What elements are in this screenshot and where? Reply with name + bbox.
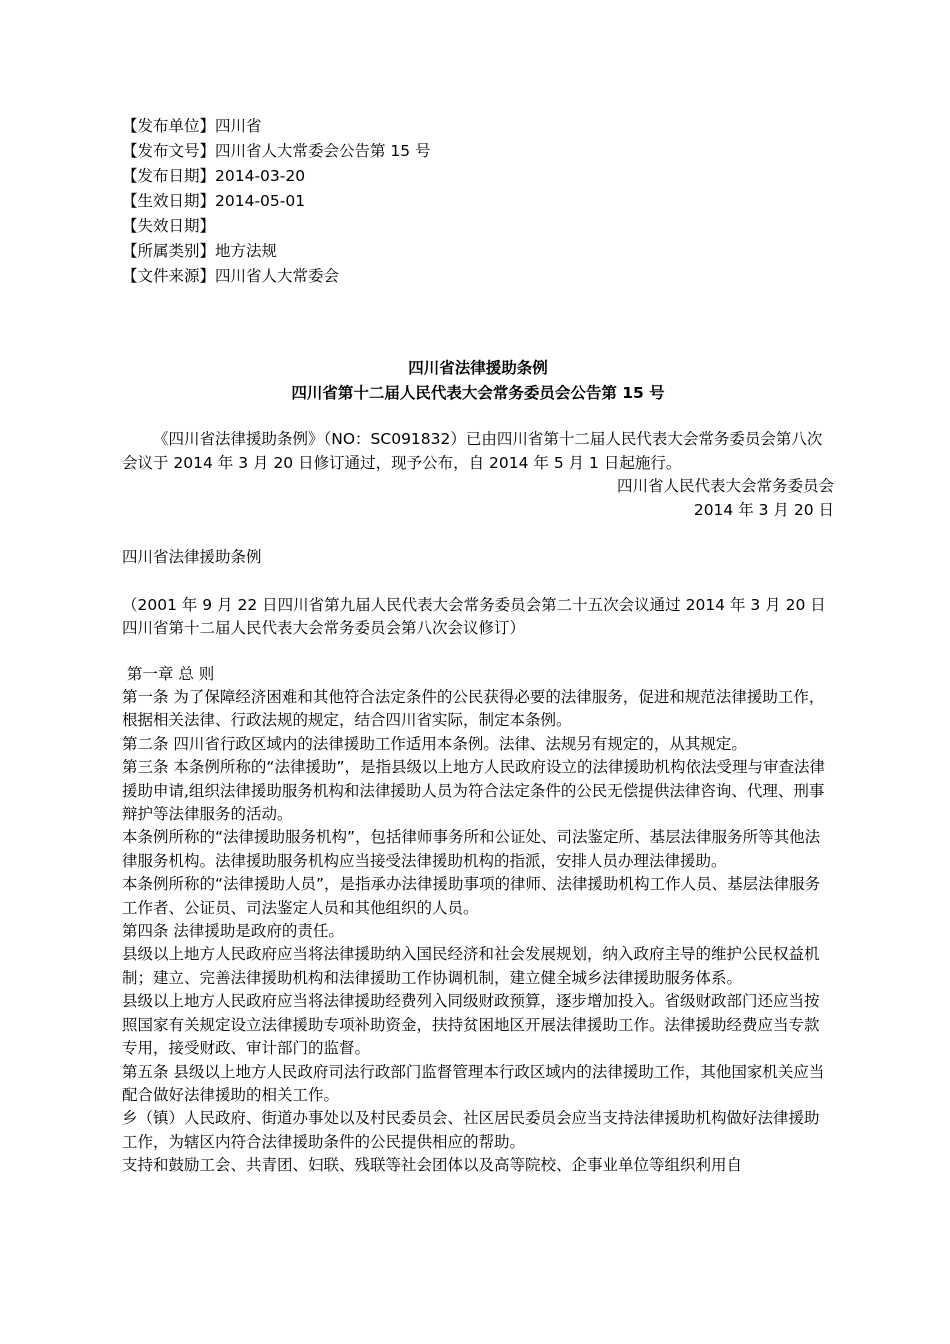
announcement-signer: 四川省人民代表大会常务委员会 (616, 477, 834, 495)
document-title: 四川省法律援助条例 (408, 359, 548, 377)
meta-issue-date: 【发布日期】2014-03-20 (122, 167, 306, 185)
article-paragraph: 乡（镇）人民政府、街道办事处以及村民委员会、社区居民委员会应当支持法律援助机构做好法律援助工作，为辖区内符合法律援助条件的公民提供相应的帮助。 (122, 1109, 820, 1151)
spacer (122, 641, 834, 663)
meta-issuer: 【发布单位】四川省 (122, 117, 262, 135)
title-block (122, 356, 834, 406)
article-paragraph: 支持和鼓励工会、共青团、妇联、残联等社会团体以及高等院校、企事业单位等组织利用自 (122, 1156, 743, 1175)
chapter-heading: 第一章 总 则 (122, 664, 215, 683)
article-paragraph: 县级以上地方人民政府应当将法律援助经费列入同级财政预算，逐步增加投入。省级财政部门还应当按照国家有关规定设立法律援助专项补助资金，扶持贫困地区开展法律援助工作。法律援助经费应当专款专用，接受财政、审计部门的监督。 (122, 992, 820, 1058)
metadata-block (122, 114, 842, 289)
document-subtitle: 四川省第十二届人民代表大会常务委员会公告第 15 号 (291, 384, 665, 402)
article-paragraph: 本条例所称的“法律援助人员”，是指承办法律援助事项的律师、法律援助机构工作人员、基层法律服务工作者、公证员、司法鉴定人员和其他组织的人员。 (122, 875, 821, 917)
spacer (122, 522, 834, 546)
article-paragraph: 第四条 法律援助是政府的责任。 (122, 922, 344, 941)
meta-source: 【文件来源】四川省人大常委会 (122, 267, 340, 285)
announcement-date: 2014 年 3 月 20 日 (693, 500, 834, 519)
article-paragraph: 本条例所称的“法律援助服务机构”，包括律师事务所和公证处、司法鉴定所、基层法律服务所等其他法律服务机构。法律援助服务机构应当接受法律援助机构的指派，安排人员办理法律援助。 (122, 828, 821, 870)
meta-effective-date: 【生效日期】2014-05-01 (122, 192, 306, 210)
article-paragraph: 第五条 县级以上地方人民政府司法行政部门监督管理本行政区域内的法律援助工作，其他国家机关应当配合做好法律援助的相关工作。 (122, 1062, 825, 1104)
meta-expiry-date: 【失效日期】 (122, 217, 216, 235)
regulation-history: （2001 年 9 月 22 日四川省第九届人民代表大会常务委员会第二十五次会议通过 2014 年 3 月 20 日四川省第十二届人民代表大会常务委员会第八次会议修订） (122, 595, 826, 637)
article-paragraph: 县级以上地方人民政府应当将法律援助纳入国民经济和社会发展规划，纳入政府主导的维护公民权益机制；建立、完善法律援助机构和法律援助工作协调机制，建立健全城乡法律援助服务体系。 (122, 945, 820, 987)
article-paragraph: 第三条 本条例所称的“法律援助”，是指县级以上地方人民政府设立的法律援助机构依法受理与审查法律援助申请,组织法律援助服务机构和法律援助人员为符合法定条件的公民无偿提供法律咨询、代理、刑事辩护等法律服务的活动。 (122, 758, 825, 824)
regulation-name: 四川省法律援助条例 (122, 548, 262, 566)
announcement-text: 《四川省法律援助条例》（NO：SC091832）已由四川省第十二届人民代表大会常务委员会第八次会议于 2014 年 3 月 20 日修订通过，现予公布，自 2014 年 5 月 1 日起施行。 (122, 430, 823, 472)
article-paragraph: 第二条 四川省行政区域内的法律援助工作适用本条例。法律、法规另有规定的，从其规定。 (122, 734, 747, 753)
meta-doc-number: 【发布文号】四川省人大常委会公告第 15 号 (122, 142, 431, 160)
article-paragraph: 第一条 为了保障经济困难和其他符合法定条件的公民获得必要的法律服务，促进和规范法律援助工作，根据相关法律、行政法规的规定，结合四川省实际，制定本条例。 (122, 688, 825, 730)
document-body (122, 428, 834, 1178)
meta-category: 【所属类别】地方法规 (122, 242, 278, 260)
spacer (122, 570, 834, 594)
